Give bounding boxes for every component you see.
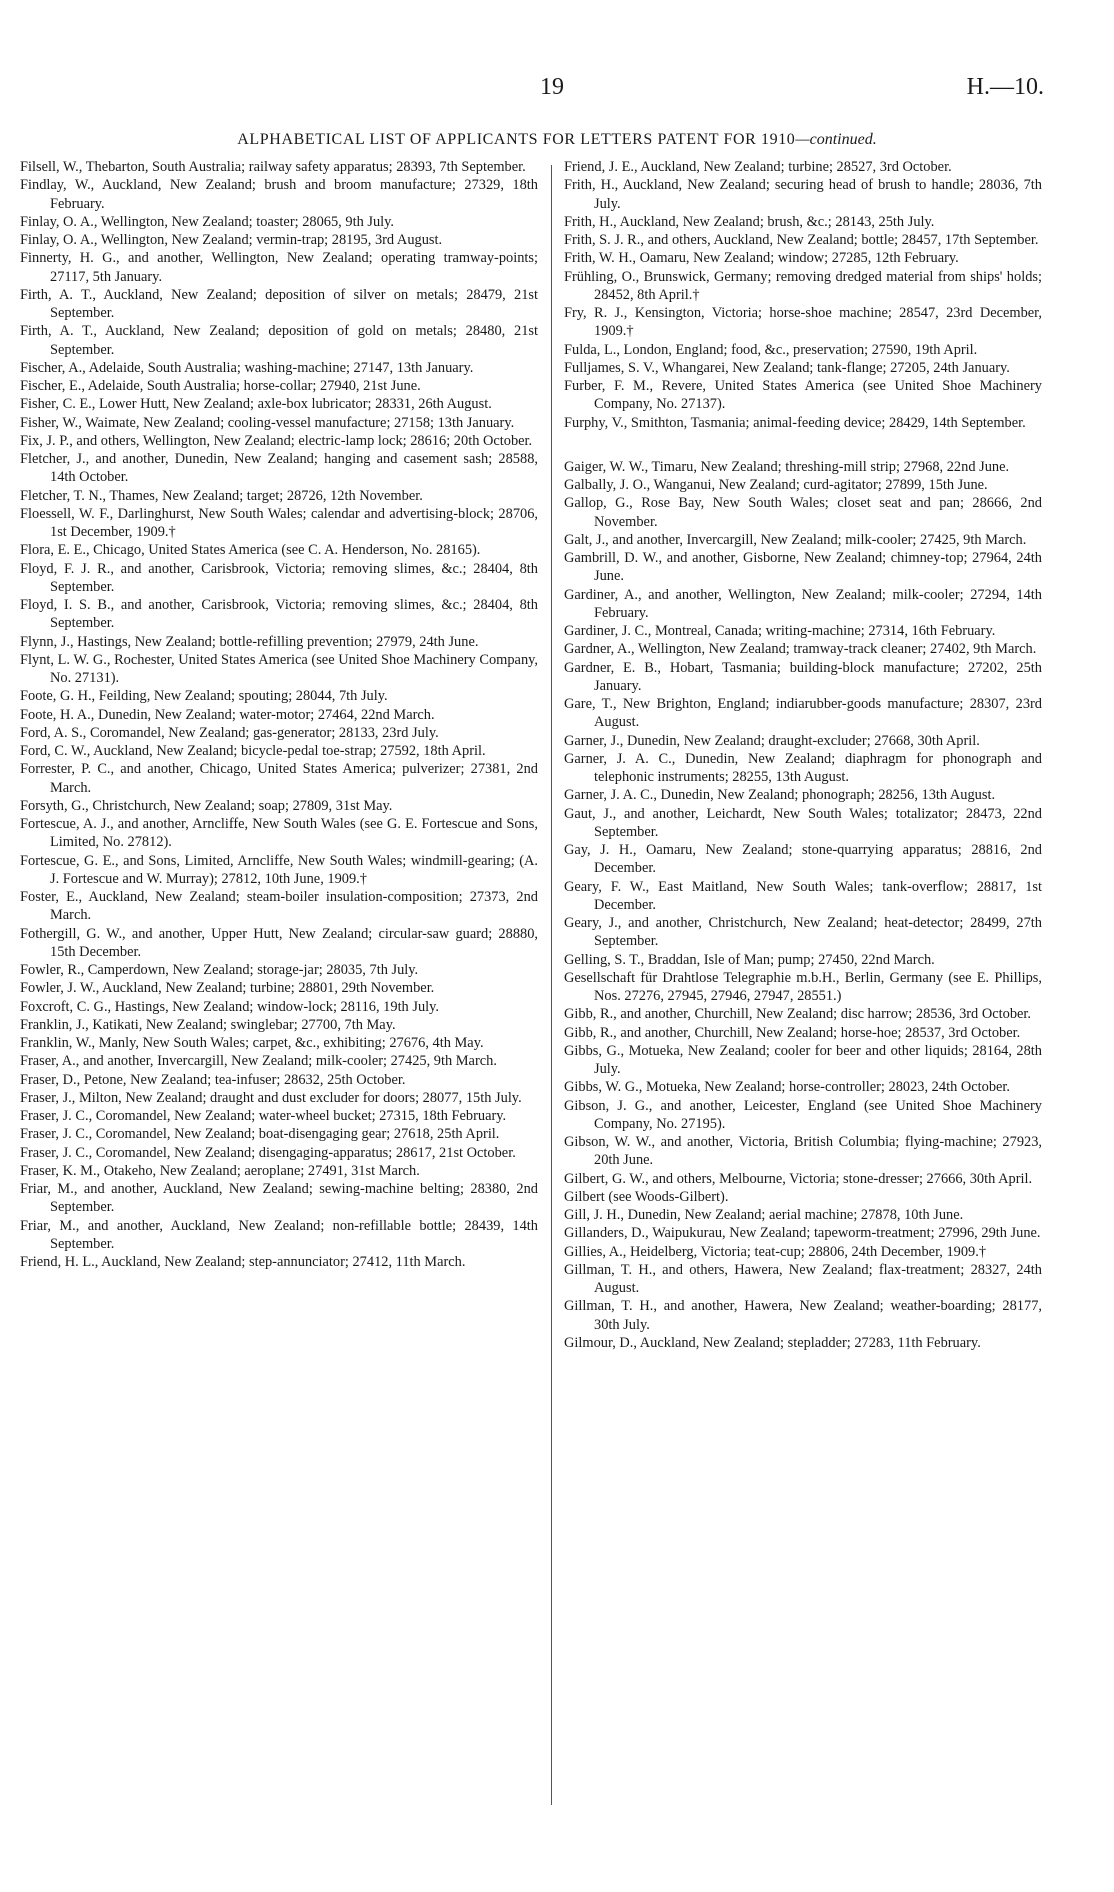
document-reference: H.—10. (966, 74, 1044, 100)
list-entry: Fortescue, A. J., and another, Arncliffe, New South Wales (see G. E. Fortescue and Sons, Limited, No. 27812). (20, 816, 538, 851)
list-entry: Franklin, J., Katikati, New Zealand; swinglebar; 27700, 7th May. (20, 1016, 396, 1033)
list-entry: Fischer, E., Adelaide, South Australia; horse-collar; 27940, 21st June. (20, 378, 421, 394)
list-entry: Gill, J. H., Dunedin, New Zealand; aerial machine; 27878, 10th June. (564, 1207, 964, 1223)
list-entry: Fraser, J. C., Coromandel, New Zealand; water-wheel bucket; 27315, 18th February. (20, 1108, 507, 1124)
list-entry: Gallop, G., Rose Bay, New South Wales; closet seat and pan; 28666, 2nd November. (564, 495, 1042, 530)
list-entry: Gay, J. H., Oamaru, New Zealand; stone-quarrying apparatus; 28816, 2nd December. (564, 842, 1042, 877)
list-entry: Forsyth, G., Christchurch, New Zealand; soap; 27809, 31st May. (20, 797, 393, 814)
list-entry: Fowler, R., Camperdown, New Zealand; storage-jar; 28035, 7th July. (20, 962, 419, 978)
page-header (0, 74, 1114, 106)
list-entry: Ford, A. S., Coromandel, New Zealand; gas-generator; 28133, 23rd July. (20, 724, 439, 741)
list-entry: Furphy, V., Smithton, Tasmania; animal-feeding device; 28429, 14th September. (564, 414, 1026, 431)
list-entry: Frith, H., Auckland, New Zealand; securing head of brush to handle; 28036, 7th July. (564, 177, 1042, 212)
list-entry: Fisher, C. E., Lower Hutt, New Zealand; axle-box lubricator; 28331, 26th August. (20, 396, 492, 413)
list-entry: Fry, R. J., Kensington, Victoria; horse-shoe machine; 28547, 23rd December, 1909.† (564, 305, 1042, 340)
section-gap (564, 432, 1042, 458)
list-entry: Fulljames, S. V., Whangarei, New Zealand; tank-flange; 27205, 24th January. (564, 359, 1010, 376)
list-entry: Fischer, A., Adelaide, South Australia; washing-machine; 27147, 13th January. (20, 359, 474, 376)
list-entry: Firth, A. T., Auckland, New Zealand; deposition of silver on metals; 28479, 21st September. (20, 286, 538, 321)
list-entry: Floyd, I. S. B., and another, Carisbrook, Victoria; removing slimes, &c.; 28404, 8th September. (20, 597, 538, 632)
list-entry: Frith, H., Auckland, New Zealand; brush, &c.; 28143, 25th July. (564, 213, 935, 230)
list-title-continued: —continued. (795, 131, 877, 148)
list-entry: Fraser, A., and another, Invercargill, New Zealand; milk-cooler; 27425, 9th March. (20, 1053, 497, 1070)
list-entry: Frühling, O., Brunswick, Germany; removing dredged material from ships' holds; 28452, 8th April.† (564, 268, 1042, 303)
list-entry: Gilmour, D., Auckland, New Zealand; stepladder; 27283, 11th February. (564, 1334, 981, 1351)
list-entry: Galbally, J. O., Wanganui, New Zealand; curd-agitator; 27899, 15th June. (564, 477, 988, 493)
list-entry: Friar, M., and another, Auckland, New Zealand; sewing-machine belting; 28380, 2nd September. (20, 1181, 538, 1216)
list-entry: Gesellschaft für Drahtlose Telegraphie m.b.H., Berlin, Germany (see E. Phillips, Nos. 27276, 27945, 27946, 27947, 28551.) (564, 969, 1042, 1004)
list-entry: Gillman, T. H., and another, Hawera, New Zealand; weather-boarding; 28177, 30th July. (564, 1298, 1042, 1333)
list-entry: Garner, J. A. C., Dunedin, New Zealand; phonograph; 28256, 13th August. (564, 787, 996, 804)
list-entry: Furber, F. M., Revere, United States America (see United Shoe Machinery Company, No. 27137). (564, 378, 1042, 413)
left-column (20, 158, 538, 1271)
list-entry: Forrester, P. C., and another, Chicago, United States America; pulverizer; 27381, 2nd March. (20, 761, 538, 796)
list-entry: Gibbs, W. G., Motueka, New Zealand; horse-controller; 28023, 24th October. (564, 1079, 1011, 1096)
list-entry: Friar, M., and another, Auckland, New Zealand; non-refillable bottle; 28439, 14th September. (20, 1217, 538, 1252)
list-entry: Gilbert, G. W., and others, Melbourne, Victoria; stone-dresser; 27666, 30th April. (564, 1170, 1033, 1187)
list-entry: Gibb, R., and another, Churchill, New Zealand; disc harrow; 28536, 3rd October. (564, 1006, 1032, 1023)
list-entry: Gelling, S. T., Braddan, Isle of Man; pump; 27450, 22nd March. (564, 951, 935, 968)
list-entry: Finlay, O. A., Wellington, New Zealand; toaster; 28065, 9th July. (20, 213, 395, 230)
list-entry: Fraser, J. C., Coromandel, New Zealand; disengaging-apparatus; 28617, 21st October. (20, 1144, 516, 1161)
list-entry: Gardner, E. B., Hobart, Tasmania; building-block manufacture; 27202, 25th January. (564, 659, 1042, 694)
list-entry: Gaiger, W. W., Timaru, New Zealand; threshing-mill strip; 27968, 22nd June. (564, 458, 1010, 475)
list-entry: Galt, J., and another, Invercargill, New Zealand; milk-cooler; 27425, 9th March. (564, 531, 1027, 548)
list-entry: Flynt, L. W. G., Rochester, United States America (see United Shoe Machinery Company, No. 27131). (20, 651, 538, 686)
list-entry: Gibson, J. G., and another, Leicester, England (see United Shoe Machinery Company, No. 27195). (564, 1097, 1042, 1132)
list-entry: Fix, J. P., and others, Wellington, New Zealand; electric-lamp lock; 28616; 20th October. (20, 432, 533, 449)
list-entry: Gillies, A., Heidelberg, Victoria; teat-cup; 28806, 24th December, 1909.† (564, 1243, 987, 1260)
list-entry: Foxcroft, C. G., Hastings, New Zealand; window-lock; 28116, 19th July. (20, 998, 440, 1015)
list-entry: Geary, J., and another, Christchurch, New Zealand; heat-detector; 28499, 27th September. (564, 915, 1042, 950)
list-entry: Fothergill, G. W., and another, Upper Hutt, New Zealand; circular-saw guard; 28880, 15th December. (20, 925, 538, 960)
list-entry: Fulda, L., London, England; food, &c., preservation; 27590, 19th April. (564, 341, 978, 358)
list-entry: Frith, S. J. R., and others, Auckland, New Zealand; bottle; 28457, 17th September. (564, 232, 1039, 248)
list-entry: Fraser, D., Petone, New Zealand; tea-infuser; 28632, 25th October. (20, 1071, 406, 1088)
list-entry: Finnerty, H. G., and another, Wellington, New Zealand; operating tramway-points; 27117, 5th January. (20, 250, 538, 285)
list-title (0, 131, 1114, 149)
list-entry: Fortescue, G. E., and Sons, Limited, Arncliffe, New South Wales; windmill-gearing; (A. J. Fortescue and W. Murray); 27812, 10th June, 1909.† (20, 852, 538, 887)
column-divider (551, 165, 552, 1805)
list-title-text: ALPHABETICAL LIST OF APPLICANTS FOR LETTERS PATENT FOR 1910 (237, 131, 796, 148)
list-entry: Flora, E. E., Chicago, United States America (see C. A. Henderson, No. 28165). (20, 542, 481, 559)
right-column-f-entries (564, 158, 1042, 432)
list-entry: Finlay, O. A., Wellington, New Zealand; vermin-trap; 28195, 3rd August. (20, 232, 443, 248)
list-entry: Gilbert (see Woods-Gilbert). (564, 1188, 729, 1205)
page-number: 19 (540, 74, 564, 100)
list-entry: Franklin, W., Manly, New South Wales; carpet, &c., exhibiting; 27676, 4th May. (20, 1035, 484, 1051)
right-column (564, 158, 1042, 1352)
list-entry: Foote, G. H., Feilding, New Zealand; spouting; 28044, 7th July. (20, 688, 388, 705)
list-entry: Garner, J. A. C., Dunedin, New Zealand; diaphragm for phonograph and telephonic instruments; 28255, 13th August. (564, 750, 1042, 785)
list-entry: Gaut, J., and another, Leichardt, New South Wales; totalizator; 28473, 22nd September. (564, 805, 1042, 840)
list-entry: Fletcher, J., and another, Dunedin, New Zealand; hanging and casement sash; 28588, 14th October. (20, 451, 538, 486)
list-entry: Gibb, R., and another, Churchill, New Zealand; horse-hoe; 28537, 3rd October. (564, 1024, 1021, 1041)
list-entry: Gare, T., New Brighton, England; indiarubber-goods manufacture; 28307, 23rd August. (564, 696, 1042, 731)
list-entry: Fraser, J. C., Coromandel, New Zealand; boat-disengaging gear; 27618, 25th April. (20, 1126, 500, 1143)
list-entry: Gambrill, D. W., and another, Gisborne, New Zealand; chimney-top; 27964, 24th June. (564, 550, 1042, 585)
list-entry: Fowler, J. W., Auckland, New Zealand; turbine; 28801, 29th November. (20, 980, 435, 997)
list-entry: Gibbs, G., Motueka, New Zealand; cooler for beer and other liquids; 28164, 28th July. (564, 1042, 1042, 1077)
list-entry: Foote, H. A., Dunedin, New Zealand; water-motor; 27464, 22nd March. (20, 706, 435, 723)
list-entry: Friend, H. L., Auckland, New Zealand; step-annunciator; 27412, 11th March. (20, 1254, 466, 1270)
list-entry: Fraser, J., Milton, New Zealand; draught and dust excluder for doors; 28077, 15th July. (20, 1089, 522, 1106)
list-entry: Findlay, W., Auckland, New Zealand; brush and broom manufacture; 27329, 18th February. (20, 177, 538, 212)
list-entry: Geary, F. W., East Maitland, New South Wales; tank-overflow; 28817, 1st December. (564, 878, 1042, 913)
list-entry: Foster, E., Auckland, New Zealand; steam-boiler insulation-composition; 27373, 2nd March. (20, 889, 538, 924)
list-entry: Gillanders, D., Waipukurau, New Zealand; tapeworm-treatment; 27996, 29th June. (564, 1225, 1041, 1242)
list-entry: Gardiner, A., and another, Wellington, New Zealand; milk-cooler; 27294, 14th February. (564, 586, 1042, 621)
list-entry: Friend, J. E., Auckland, New Zealand; turbine; 28527, 3rd October. (564, 159, 952, 175)
list-entry: Flynn, J., Hastings, New Zealand; bottle-refilling prevention; 27979, 24th June. (20, 633, 479, 650)
list-entry: Firth, A. T., Auckland, New Zealand; deposition of gold on metals; 28480, 21st September. (20, 323, 538, 358)
list-entry: Garner, J., Dunedin, New Zealand; draught-excluder; 27668, 30th April. (564, 732, 980, 749)
list-entry: Fraser, K. M., Otakeho, New Zealand; aeroplane; 27491, 31st March. (20, 1162, 420, 1179)
list-entry: Gillman, T. H., and others, Hawera, New Zealand; flax-treatment; 28327, 24th August. (564, 1261, 1042, 1296)
list-entry: Fisher, W., Waimate, New Zealand; cooling-vessel manufacture; 27158; 13th January. (20, 414, 515, 431)
list-entry: Gardner, A., Wellington, New Zealand; tramway-track cleaner; 27402, 9th March. (564, 641, 1037, 658)
list-entry: Floessell, W. F., Darlinghurst, New South Wales; calendar and advertising-block; 28706, 1st December, 1909.† (20, 505, 538, 540)
list-entry: Fletcher, T. N., Thames, New Zealand; target; 28726, 12th November. (20, 487, 423, 504)
right-column-g-entries (564, 458, 1042, 1352)
list-entry: Gibson, W. W., and another, Victoria, British Columbia; flying-machine; 27923, 20th June. (564, 1134, 1042, 1169)
list-entry: Ford, C. W., Auckland, New Zealand; bicycle-pedal toe-strap; 27592, 18th April. (20, 743, 486, 759)
list-entry: Gardiner, J. C., Montreal, Canada; writing-machine; 27314, 16th February. (564, 623, 996, 639)
list-entry: Frith, W. H., Oamaru, New Zealand; window; 27285, 12th February. (564, 250, 959, 267)
list-entry: Filsell, W., Thebarton, South Australia; railway safety apparatus; 28393, 7th September. (20, 159, 526, 175)
list-entry: Floyd, F. J. R., and another, Carisbrook, Victoria; removing slimes, &c.; 28404, 8th September. (20, 560, 538, 595)
